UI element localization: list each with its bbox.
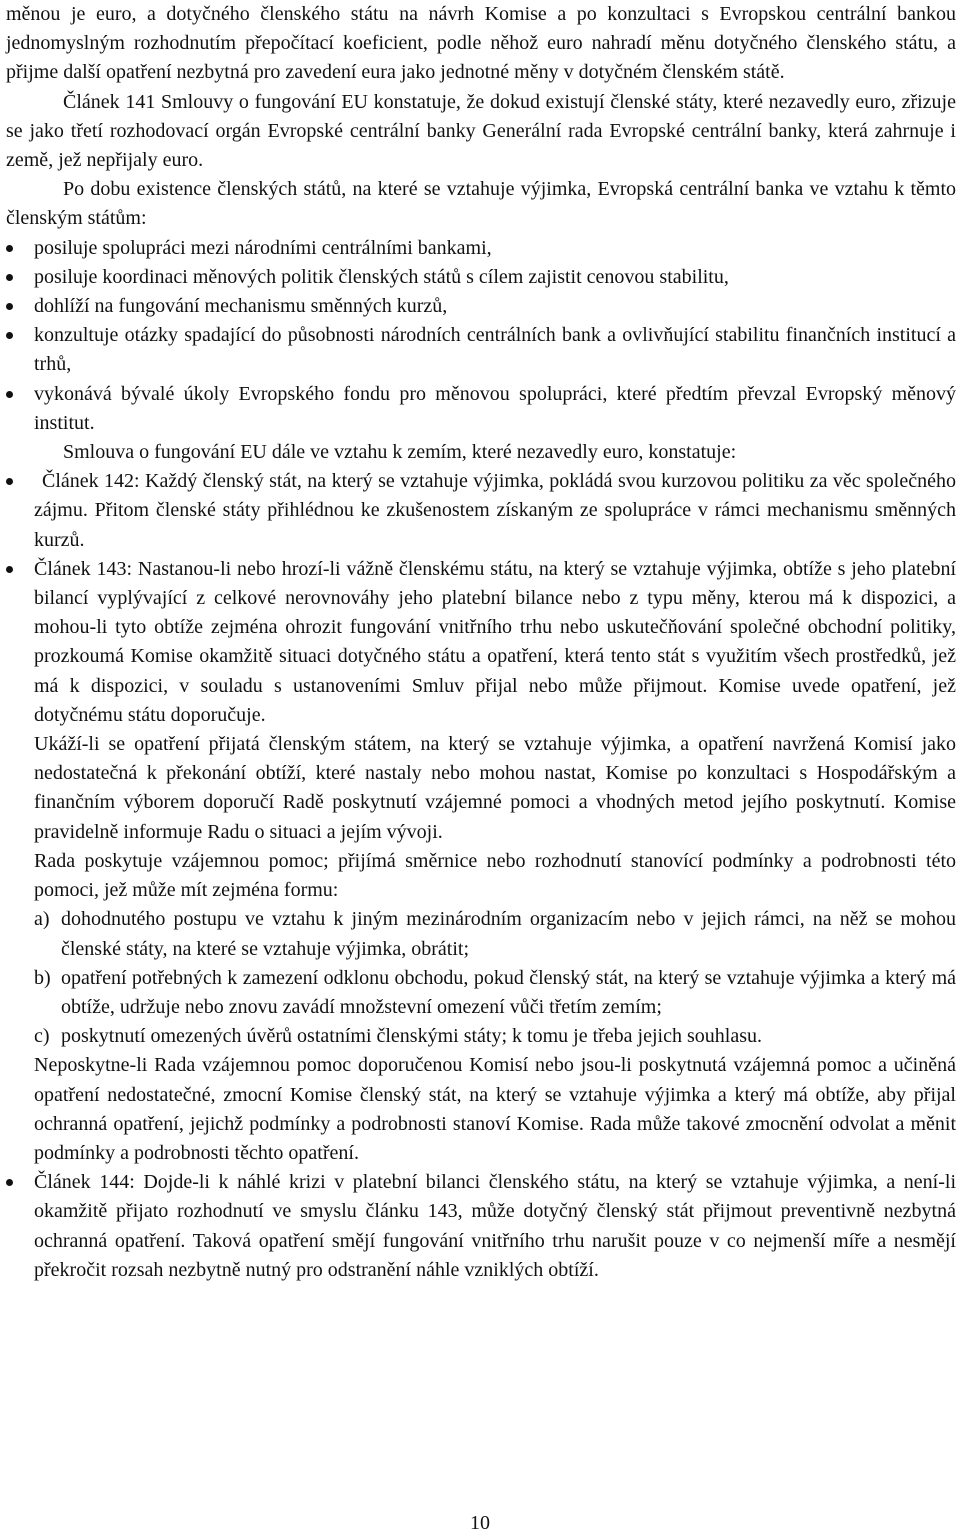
- list-item: [6, 964, 956, 1022]
- article-143-paragraph-2: Ukáží-li se opatření přijatá členským státem, na který se vztahuje výjimka, a opatření navržená Komisí jako nedostatečná k překonání obtíží, které nastaly nebo mohou nastat, Komise po konzultaci s Hospodářským a finančním výborem doporučí Radě poskytnutí vzájemné pomoci a vhodných metod jejího poskytnutí. Komise pravidelně informuje Radu o situaci a jejím vývoji.: [34, 733, 956, 843]
- list-item: [6, 905, 956, 963]
- document-page: [6, 0, 956, 1285]
- article-144: Článek 144: Dojde-li k náhlé krizi v platební bilanci členského státu, na který se vztahuje výjimka, a není-li okamžitě přijato rozhodnutí ve smyslu článku 143, může dotyčný členský stát přijmout preventivně nezbytná ochranná opatření. Taková opatření smějí fungování vnitřního trhu narušit pouze v co nejmenší míře a nesmějí překročit rozsah nezbytně nutný pro odstranění náhle vzniklých obtíží.: [6, 1168, 956, 1285]
- list-item: konzultuje otázky spadající do působnosti národních centrálních bank a ovlivňující stabilitu finančních institucí a trhů,: [6, 321, 956, 379]
- list-item: dohlíží na fungování mechanismu směnných kurzů,: [6, 292, 956, 321]
- article-143-paragraph-4: Neposkytne-li Rada vzájemnou pomoc doporučenou Komisí nebo jsou-li poskytnutá vzájemná pomoc a učiněná opatření nedostatečné, zmocní Komise členský stát, na který se vztahuje výjimka a který má obtíže, aby přijal ochranná opatření, jejichž podmínky a podrobnosti stanoví Komise. Rada může takové zmocnění odvolat a měnit podmínky a podrobnosti těchto opatření.: [34, 1054, 956, 1164]
- list-item-text: poskytnutí omezených úvěrů ostatními členskými státy; k tomu je třeba jejich souhlasu.: [61, 1025, 762, 1048]
- list-item-text: dohodnutého postupu ve vztahu k jiným mezinárodním organizacím nebo v jejich rámci, na něž se mohou členské státy, na které se vztahuje výjimka, obrátit;: [61, 908, 956, 960]
- article-142: Článek 142: Každý členský stát, na který se vztahuje výjimka, pokládá svou kurzovou politiku za věc společného zájmu. Přitom členské státy přihlédnou ke zkušenostem získaným ze spolupráce v rámci mechanismu směnných kurzů.: [6, 467, 956, 555]
- article-143-paragraph-3: Rada poskytuje vzájemnou pomoc; přijímá směrnice nebo rozhodnutí stanovící podmínky a podrobnosti této pomoci, jež může mít zejména formu:: [34, 849, 956, 902]
- ecb-tasks-list: [6, 234, 956, 438]
- list-marker: c): [34, 1025, 50, 1048]
- list-marker: a): [34, 908, 50, 931]
- list-item: posiluje koordinaci měnových politik členských států s cílem zajistit cenovou stabilitu,: [6, 263, 956, 292]
- paragraph-treaty: Smlouva o fungování EU dále ve vztahu k zemím, které nezavedly euro, konstatuje:: [63, 441, 737, 464]
- list-marker: b): [34, 966, 51, 989]
- paragraph-ecb-duration: Po dobu existence členských států, na které se vztahuje výjimka, Evropská centrální banka ve vztahu k těmto členským státům:: [6, 178, 956, 230]
- list-item: vykonává bývalé úkoly Evropského fondu pro měnovou spolupráci, které předtím převzal Evropský měnový institut.: [6, 380, 956, 438]
- list-item: posiluje spolupráci mezi národními centrálními bankami,: [6, 234, 956, 263]
- paragraph-intro: měnou je euro, a dotyčného členského státu na návrh Komise a po konzultaci s Evropskou centrální bankou jednomyslným rozhodnutím přepočítací koeficient, podle něhož euro nahradí měnu dotyčného členského státu, a přijme další opatření nezbytná pro zavedení eura jako jednotné měny v dotyčném členském státě.: [6, 3, 956, 84]
- list-item: [6, 1022, 956, 1051]
- list-item-text: opatření potřebných k zamezení odklonu obchodu, pokud členský stát, na který se vztahuje výjimka a který má obtíže, udržuje nebo znovu zavádí množstevní omezení vůči třetím zemím;: [61, 966, 956, 1018]
- article-143: Článek 143: Nastanou-li nebo hrozí-li vážně členskému státu, na který se vztahuje výjimka, obtíže s jeho platební bilancí vyplývající z celkové nerovnováhy jeho platební bilance nebo z typu měny, kterou má k dispozici, a mohou-li tyto obtíže zejména ohrozit fungování vnitřního trhu nebo uskutečňování společné obchodní politiky, prozkoumá Komise okamžitě situaci dotyčného státu a opatření, která tento stát s využitím všech prostředků, jež má k dispozici, v souladu s ustanoveními Smluv přijal nebo může přijmout. Komise uvede opatření, jež dotyčnému státu doporučuje.: [6, 555, 956, 730]
- paragraph-article-141: Článek 141 Smlouvy o fungování EU konstatuje, že dokud existují členské státy, které nezavedly euro, zřizuje se jako třetí rozhodovací orgán Evropské centrální banky Generální rada Evropské centrální banky, která zahrnuje i země, jež nepřijaly euro.: [6, 90, 956, 172]
- page-number: 10: [470, 1512, 490, 1534]
- assistance-forms-list: [6, 905, 956, 1051]
